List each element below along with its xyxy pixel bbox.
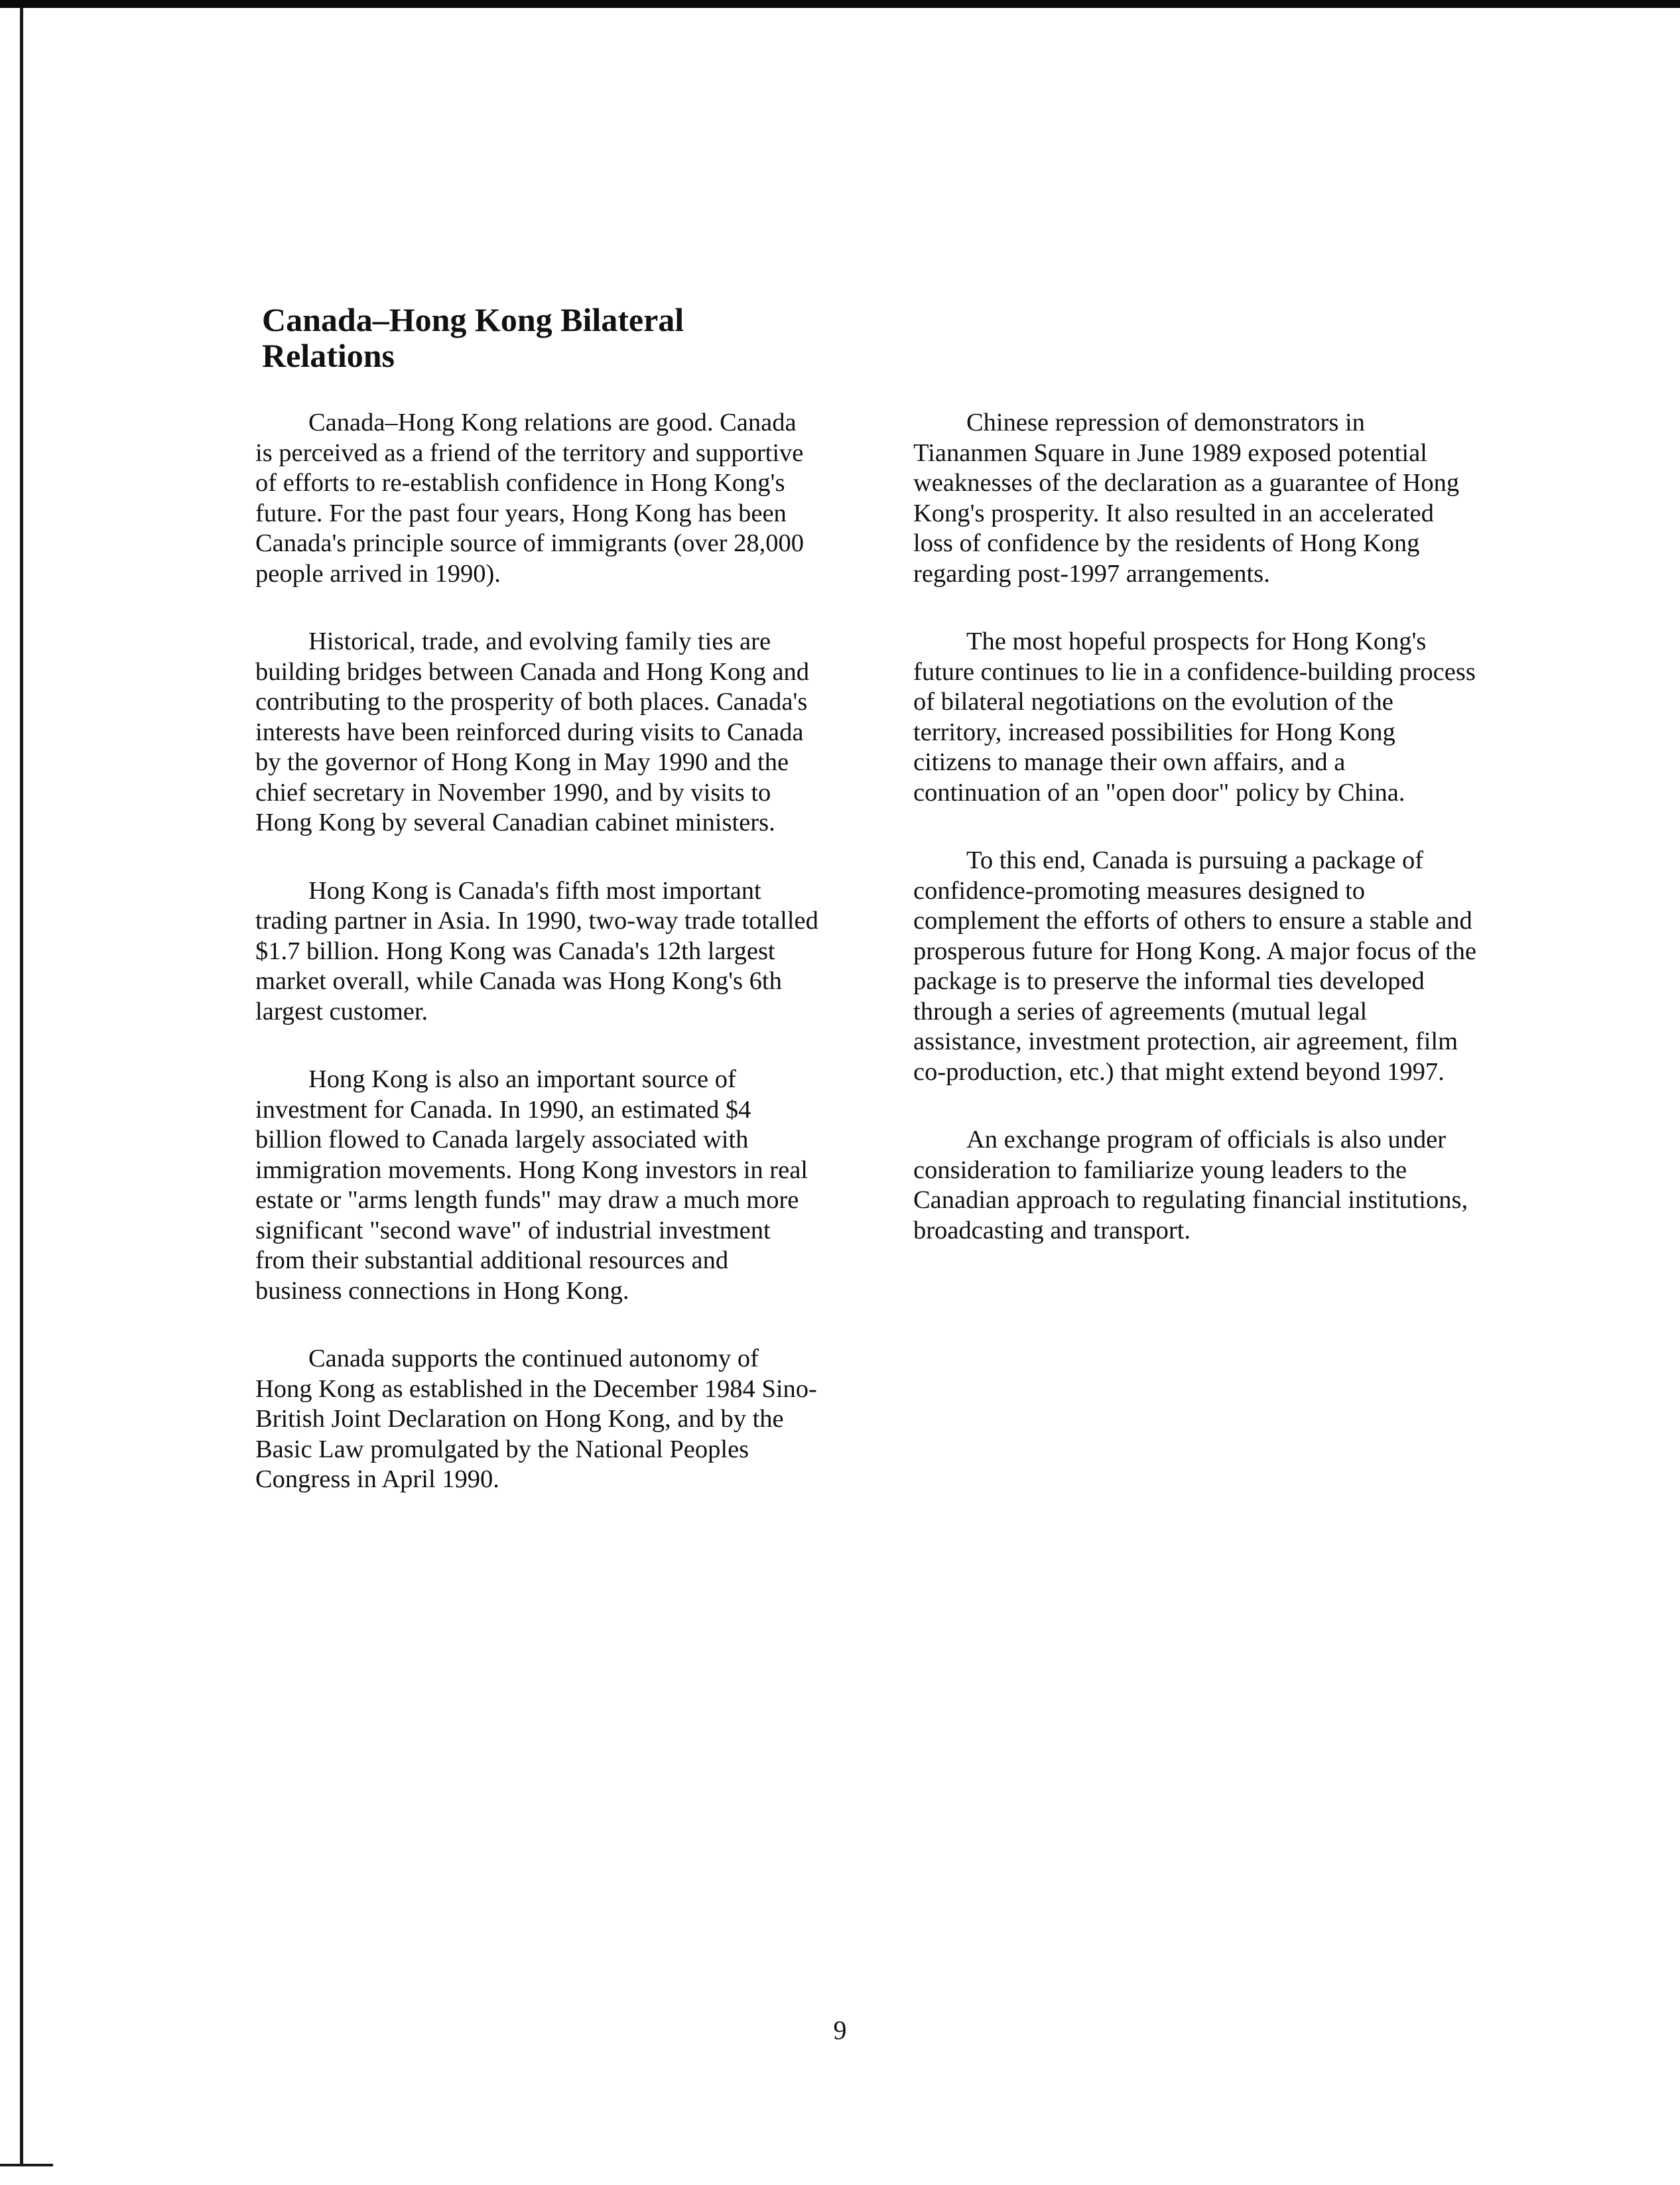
scan-bottom-mark: [0, 2164, 53, 2166]
paragraph-trade: Hong Kong is Canada's fifth most important trading partner in Asia. In 1990, two-way trade totalled $1.7 billion. Hong Kong was Canada's 12th largest market overall, while Canada was Hong Kong's 6th largest customer.: [255, 876, 818, 1026]
paragraph-family-ties: Historical, trade, and evolving family ties are building bridges between Canada and Hong Kong and contributing to the prosperity of both places. Canada's interests have been reinforced during visits to Canada by the governor of Hong Kong in May 1990 and the chief secretary in November 1990, and by visits to Hong Kong by several Canadian cabinet ministers.: [255, 628, 810, 836]
scan-left-edge: [20, 8, 23, 2164]
paragraph-investment: Hong Kong is also an important source of investment for Canada. In 1990, an estimated $4 billion flowed to Canada largely associated with immigration movements. Hong Kong investors in real estate or "arms length funds" may draw a much more significant "second wave" of industrial investment from their substantial additional resources and business connections in Hong Kong.: [255, 1065, 808, 1305]
paragraph-autonomy: Canada supports the continued autonomy of Hong Kong as established in the December 1984 Sino-British Joint Declaration on Hong Kong, and by the Basic Law promulgated by the National Peoples Congress in April 1990.: [255, 1345, 817, 1493]
right-column: [913, 408, 1477, 1284]
paragraph-confidence-measures: To this end, Canada is pursuing a package of confidence-promoting measures designed to complement the efforts of others to ensure a stable and prosperous future for Hong Kong. A major focus of the package is to preserve the informal ties developed through a series of agreements (mutual legal assistance, investment protection, air agreement, film co-production, etc.) that might extend beyond 1997.: [913, 846, 1476, 1086]
paragraph-prospects: The most hopeful prospects for Hong Kong's future continues to lie in a confidence-building process of bilateral negotiations on the evolution of the territory, increased possibilities for Hong Kong citizens to manage their own affairs, and a continuation of an "open door" policy by China.: [913, 628, 1476, 807]
heading-line-2: Relations: [262, 337, 395, 374]
page-number: 9: [833, 2015, 847, 2045]
paragraph-exchange-program: An exchange program of officials is also under consideration to familiarize young leaders to the Canadian approach to regulating financial institutions, broadcasting and transport.: [913, 1126, 1468, 1244]
scan-top-edge: [0, 0, 1680, 8]
paragraph-tiananmen: Chinese repression of demonstrators in Tiananmen Square in June 1989 exposed potential weaknesses of the declaration as a guarantee of Hong Kong's prosperity. It also resulted in an accelerated loss of confidence by the residents of Hong Kong regarding post-1997 arrangements.: [913, 409, 1460, 588]
left-column: [255, 408, 819, 1533]
heading-line-1: Canada–Hong Kong Bilateral: [262, 301, 684, 338]
section-heading: [262, 302, 859, 373]
paragraph-relations: Canada–Hong Kong relations are good. Canada is perceived as a friend of the territory and supportive of efforts to re-establish confidence in Hong Kong's future. For the past four years, Hong Kong has been Canada's principle source of immigrants (over 28,000 people arrived in 1990).: [255, 409, 804, 588]
